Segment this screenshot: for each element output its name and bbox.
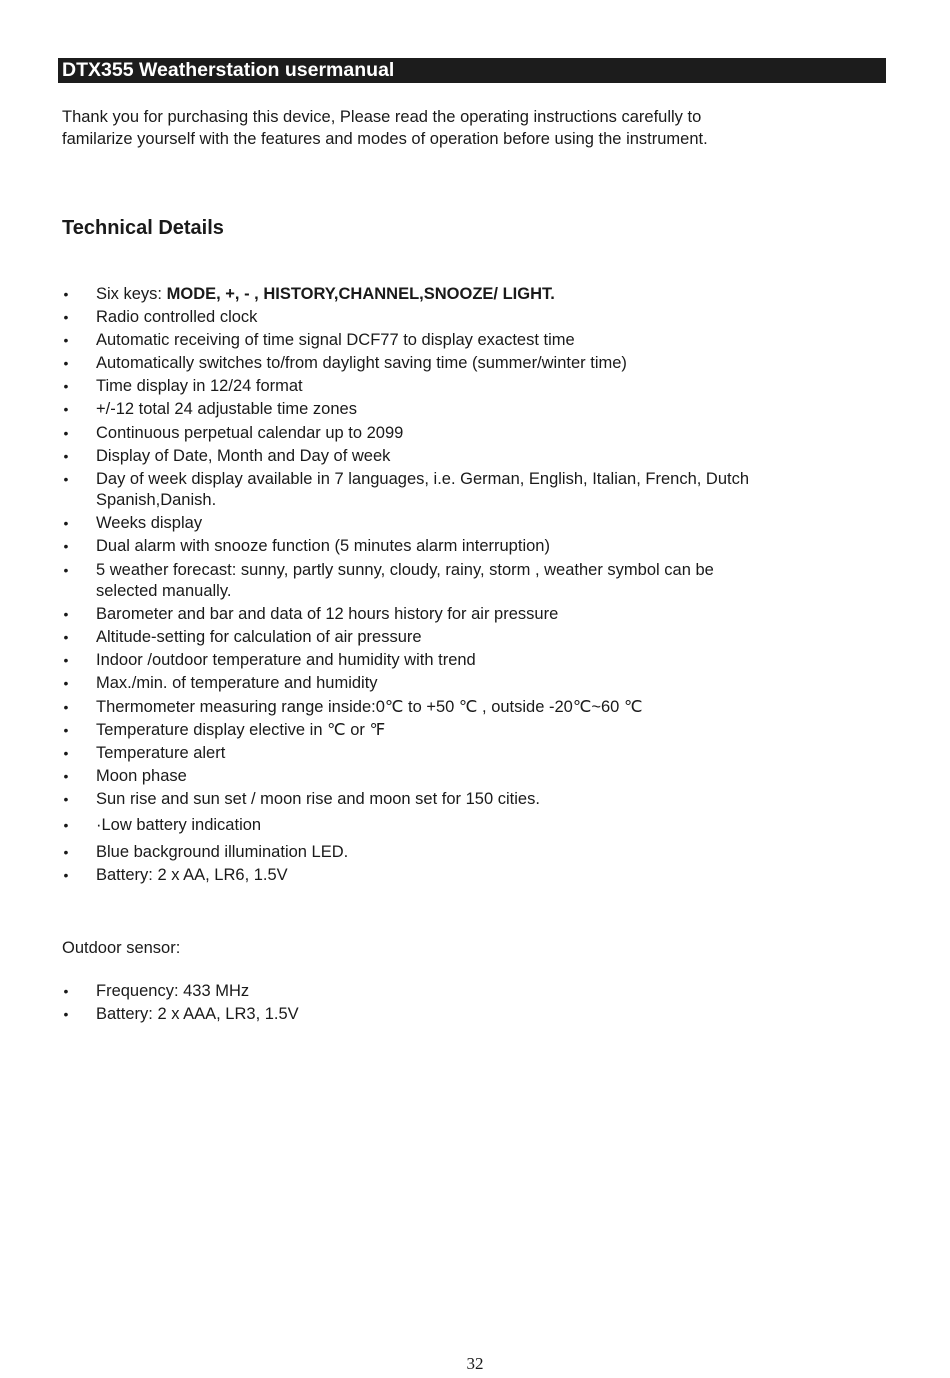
feature-item xyxy=(0,513,880,535)
feature-item-keys xyxy=(0,284,880,306)
bullet-icon: • xyxy=(63,309,69,326)
feature-item xyxy=(0,842,880,864)
technical-details-heading: Technical Details xyxy=(62,217,224,239)
bullet-icon: • xyxy=(63,866,69,883)
key-names: MODE, +, - , HISTORY,CHANNEL,SNOOZE/ LIGHT. xyxy=(166,285,555,303)
feature-item xyxy=(0,469,880,512)
feature-text: ·Low battery indication xyxy=(96,816,262,835)
feature-text: Automatically switches to/from daylight saving time (summer/winter time) xyxy=(96,354,627,373)
feature-text: Continuous perpetual calendar up to 2099 xyxy=(96,423,404,442)
sensor-text: Battery: 2 x AAA, LR3, 1.5V xyxy=(96,1005,299,1024)
feature-text: Dual alarm with snooze function (5 minutes alarm interruption) xyxy=(96,537,550,556)
bullet-icon: • xyxy=(63,470,69,487)
sensor-item xyxy=(0,981,880,1003)
feature-item xyxy=(0,536,880,558)
feature-text: Moon phase xyxy=(96,766,187,785)
feature-item xyxy=(0,743,880,765)
feature-text: Six keys: xyxy=(96,285,167,303)
feature-text: Battery: 2 x AA, LR6, 1.5V xyxy=(96,865,288,884)
feature-text: Max./min. of temperature and humidity xyxy=(96,674,378,693)
feature-text: Weeks display xyxy=(96,514,203,533)
feature-list xyxy=(0,284,880,888)
bullet-icon: • xyxy=(63,538,69,555)
feature-item xyxy=(0,865,880,887)
bullet-icon: • xyxy=(63,606,69,623)
feature-item xyxy=(0,330,880,352)
feature-item xyxy=(0,720,880,742)
feature-text: Sun rise and sun set / moon rise and moon set for 150 cities. xyxy=(96,789,540,808)
feature-text: Thermometer measuring range inside:0℃ to +50 ℃ , outside -20℃~60 ℃ xyxy=(96,697,643,716)
bullet-icon: • xyxy=(63,447,69,464)
sensor-item xyxy=(0,1004,880,1026)
feature-text: Blue background illumination LED. xyxy=(96,842,349,861)
bullet-icon: • xyxy=(63,983,69,999)
bullet-icon: • xyxy=(63,817,69,834)
feature-item xyxy=(0,789,880,811)
feature-item xyxy=(0,650,880,672)
feature-item xyxy=(0,604,880,626)
feature-item xyxy=(0,307,880,329)
intro-line: familarize yourself with the features and modes of operation before using the instrument. xyxy=(62,130,708,148)
feature-item xyxy=(0,399,880,421)
bullet-icon: • xyxy=(63,355,69,372)
feature-text: Barometer and bar and data of 12 hours history for air pressure xyxy=(96,605,559,624)
feature-text: Radio controlled clock xyxy=(96,308,258,327)
feature-item xyxy=(0,353,880,375)
feature-text: Altitude-setting for calculation of air pressure xyxy=(96,628,422,647)
bullet-icon: • xyxy=(63,332,69,349)
feature-item xyxy=(0,673,880,695)
feature-text: Temperature alert xyxy=(96,743,226,762)
feature-text: 5 weather forecast: sunny, partly sunny, cloudy, rainy, storm , weather symbol can be xyxy=(96,560,714,579)
feature-text: selected manually. xyxy=(96,582,232,601)
feature-text: Day of week display available in 7 languages, i.e. German, English, Italian, French, Dutch xyxy=(96,469,750,488)
bullet-icon: • xyxy=(63,790,69,807)
feature-text: Indoor /outdoor temperature and humidity with trend xyxy=(96,651,476,670)
bullet-icon: • xyxy=(63,515,69,532)
feature-item xyxy=(0,446,880,468)
feature-item xyxy=(0,697,880,719)
feature-text: Spanish,Danish. xyxy=(96,491,217,510)
intro-paragraph xyxy=(62,106,862,150)
bullet-icon: • xyxy=(63,561,69,578)
page-number: 32 xyxy=(466,1354,484,1373)
feature-text: +/-12 total 24 adjustable time zones xyxy=(96,400,357,419)
feature-item xyxy=(0,815,880,837)
bullet-icon: • xyxy=(63,424,69,441)
bullet-icon: • xyxy=(63,378,69,395)
bullet-icon: • xyxy=(63,721,69,738)
feature-item xyxy=(0,627,880,649)
bullet-icon: • xyxy=(63,744,69,761)
feature-text: Automatic receiving of time signal DCF77 to display exactest time xyxy=(96,331,575,350)
feature-text: Display of Date, Month and Day of week xyxy=(96,446,391,465)
intro-line: Thank you for purchasing this device, Please read the operating instructions carefully to xyxy=(62,108,702,126)
feature-text: Time display in 12/24 format xyxy=(96,377,303,396)
feature-text: Temperature display elective in ℃ or ℉ xyxy=(96,720,386,739)
manual-title-bar: DTX355 Weatherstation usermanual xyxy=(58,58,886,83)
bullet-icon: • xyxy=(63,401,69,418)
outdoor-sensor-list xyxy=(0,981,880,1027)
bullet-icon: • xyxy=(63,629,69,646)
bullet-icon: • xyxy=(63,698,69,715)
feature-item xyxy=(0,376,880,398)
feature-item xyxy=(0,423,880,445)
feature-item xyxy=(0,766,880,788)
feature-item xyxy=(0,560,880,603)
bullet-icon: • xyxy=(63,1006,69,1023)
bullet-icon: • xyxy=(63,286,69,302)
outdoor-sensor-heading: Outdoor sensor: xyxy=(62,939,181,957)
bullet-icon: • xyxy=(63,675,69,692)
bullet-icon: • xyxy=(63,767,69,784)
sensor-text: Frequency: 433 MHz xyxy=(96,982,250,1000)
bullet-icon: • xyxy=(63,843,69,860)
bullet-icon: • xyxy=(63,652,69,669)
